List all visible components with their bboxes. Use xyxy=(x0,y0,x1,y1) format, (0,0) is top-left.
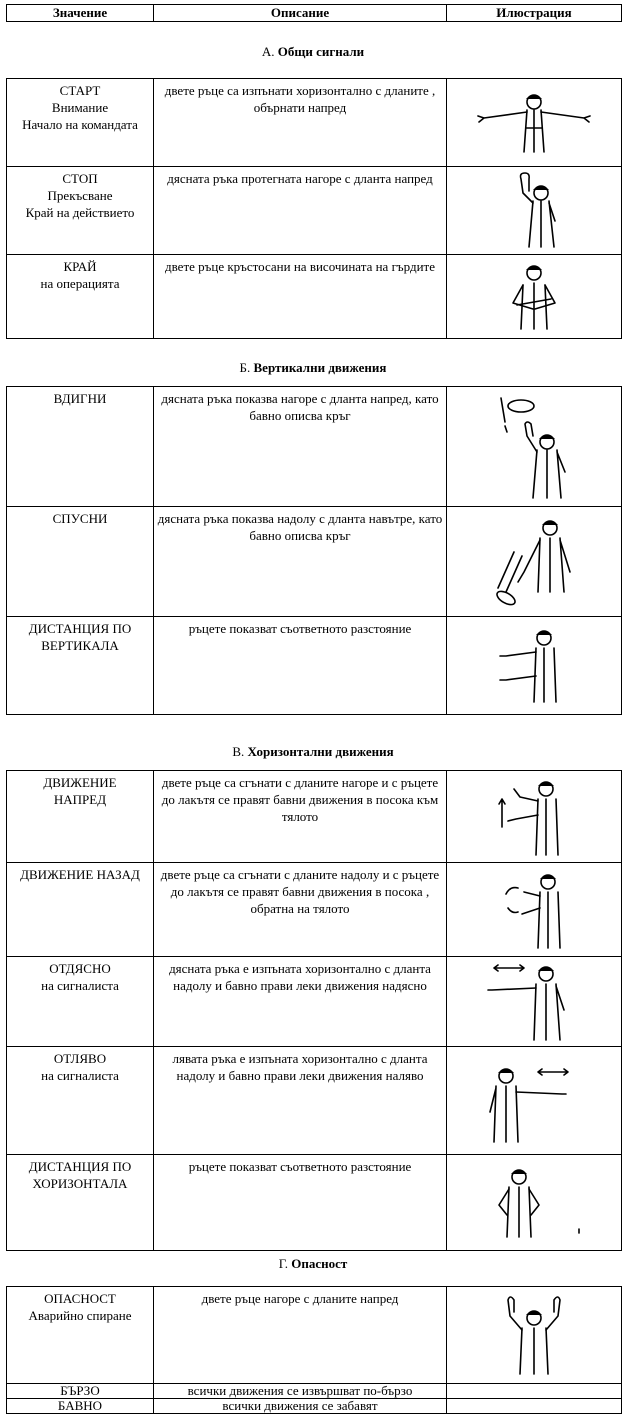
table-row xyxy=(7,1384,622,1399)
table-row xyxy=(7,507,622,617)
description-cell: всички движения се извършват по-бързо xyxy=(154,1384,447,1399)
column-header-description: Описание xyxy=(154,5,447,22)
table-row xyxy=(7,617,622,715)
both-arms-up-figure-icon xyxy=(447,1287,622,1384)
section-title-danger: Г. Опасност xyxy=(278,1256,348,1271)
table-row xyxy=(7,1155,622,1251)
section-table-vertical xyxy=(6,386,622,715)
table-row xyxy=(7,1399,622,1414)
meaning-cell: ДВИЖЕНИЕ НАПРЕД xyxy=(7,771,154,863)
table-row xyxy=(7,387,622,507)
section-title-general: А. Общи сигнали xyxy=(261,44,365,59)
meaning-cell: БЪРЗО xyxy=(7,1384,154,1399)
table-row xyxy=(7,1287,622,1384)
meaning-cell: ДИСТАНЦИЯ ПО ВЕРТИКАЛА xyxy=(7,617,154,715)
meaning-cell: ОТЛЯВО на сигналиста xyxy=(7,1047,154,1155)
meaning-cell: СПУСНИ xyxy=(7,507,154,617)
table-row xyxy=(7,255,622,339)
section-table-horizontal xyxy=(6,770,622,1251)
meaning-cell: ДИСТАНЦИЯ ПО ХОРИЗОНТАЛА xyxy=(7,1155,154,1251)
meaning-cell: БАВНО xyxy=(7,1399,154,1414)
section-table-danger xyxy=(6,1286,622,1414)
hoist-up-figure-icon xyxy=(447,387,622,507)
empty-illustration-cell xyxy=(447,1399,622,1414)
table-row xyxy=(7,79,622,167)
table-row xyxy=(7,771,622,863)
section-table-general xyxy=(6,78,622,339)
description-cell: всички движения се забавят xyxy=(154,1399,447,1414)
table-row xyxy=(7,863,622,957)
lower-down-figure-icon xyxy=(447,507,622,617)
move-forward-figure-icon xyxy=(447,771,622,863)
column-header-illustration: Илюстрация xyxy=(447,5,622,22)
meaning-cell: КРАЙ на операцията xyxy=(7,255,154,339)
move-right-figure-icon xyxy=(447,957,622,1047)
section-title-horizontal: В. Хоризонтални движения xyxy=(232,744,394,759)
signals-table-header xyxy=(6,4,622,22)
description-cell: двете ръце нагоре с дланите напред xyxy=(154,1287,447,1384)
description-cell: двете ръце са изпънати хоризонтално с дланите , обърнати напред xyxy=(154,79,447,167)
column-header-meaning: Значение xyxy=(7,5,154,22)
move-backward-figure-icon xyxy=(447,863,622,957)
description-cell: двете ръце кръстосани на височината на гърдите xyxy=(154,255,447,339)
description-cell: дясната ръка показва надолу с дланта навътре, като бавно описва кръг xyxy=(154,507,447,617)
section-title-vertical: Б. Вертикални движения xyxy=(239,360,387,375)
meaning-cell: СТАРТ Внимание Начало на командата xyxy=(7,79,154,167)
table-row xyxy=(7,957,622,1047)
description-cell: дясната ръка е изпъната хоризонтално с дланта надолу и бавно прави леки движения надясно xyxy=(154,957,447,1047)
description-cell: лявата ръка е изпъната хоризонтално с дланта надолу и бавно прави леки движения наляво xyxy=(154,1047,447,1155)
meaning-cell: ОПАСНОСТ Аварийно спиране xyxy=(7,1287,154,1384)
meaning-cell: ВДИГНИ xyxy=(7,387,154,507)
description-cell: дясната ръка показва нагоре с дланта напред, като бавно описва кръг xyxy=(154,387,447,507)
description-cell: ръцете показват съответното разстояние xyxy=(154,1155,447,1251)
empty-illustration-cell xyxy=(447,1384,622,1399)
raised-hand-figure-icon xyxy=(447,167,622,255)
description-cell: ръцете показват съответното разстояние xyxy=(154,617,447,715)
description-cell: двете ръце са сгънати с дланите нагоре и с ръцете до лакътя се правят бавни движения в посока към тялото xyxy=(154,771,447,863)
meaning-cell: СТОП Прекъсване Край на действието xyxy=(7,167,154,255)
horizontal-distance-figure-icon xyxy=(447,1155,622,1251)
arms-outstretched-figure-icon xyxy=(447,79,622,167)
crossed-arms-figure-icon xyxy=(447,255,622,339)
vertical-distance-figure-icon xyxy=(447,617,622,715)
table-row xyxy=(7,1047,622,1155)
table-row xyxy=(7,167,622,255)
meaning-cell: ОТДЯСНО на сигналиста xyxy=(7,957,154,1047)
meaning-cell: ДВИЖЕНИЕ НАЗАД xyxy=(7,863,154,957)
move-left-figure-icon xyxy=(447,1047,622,1155)
description-cell: дясната ръка протегната нагоре с дланта напред xyxy=(154,167,447,255)
description-cell: двете ръце са сгънати с дланите надолу и с ръцете до лакътя се правят бавни движения в посока , обратна на тялото xyxy=(154,863,447,957)
